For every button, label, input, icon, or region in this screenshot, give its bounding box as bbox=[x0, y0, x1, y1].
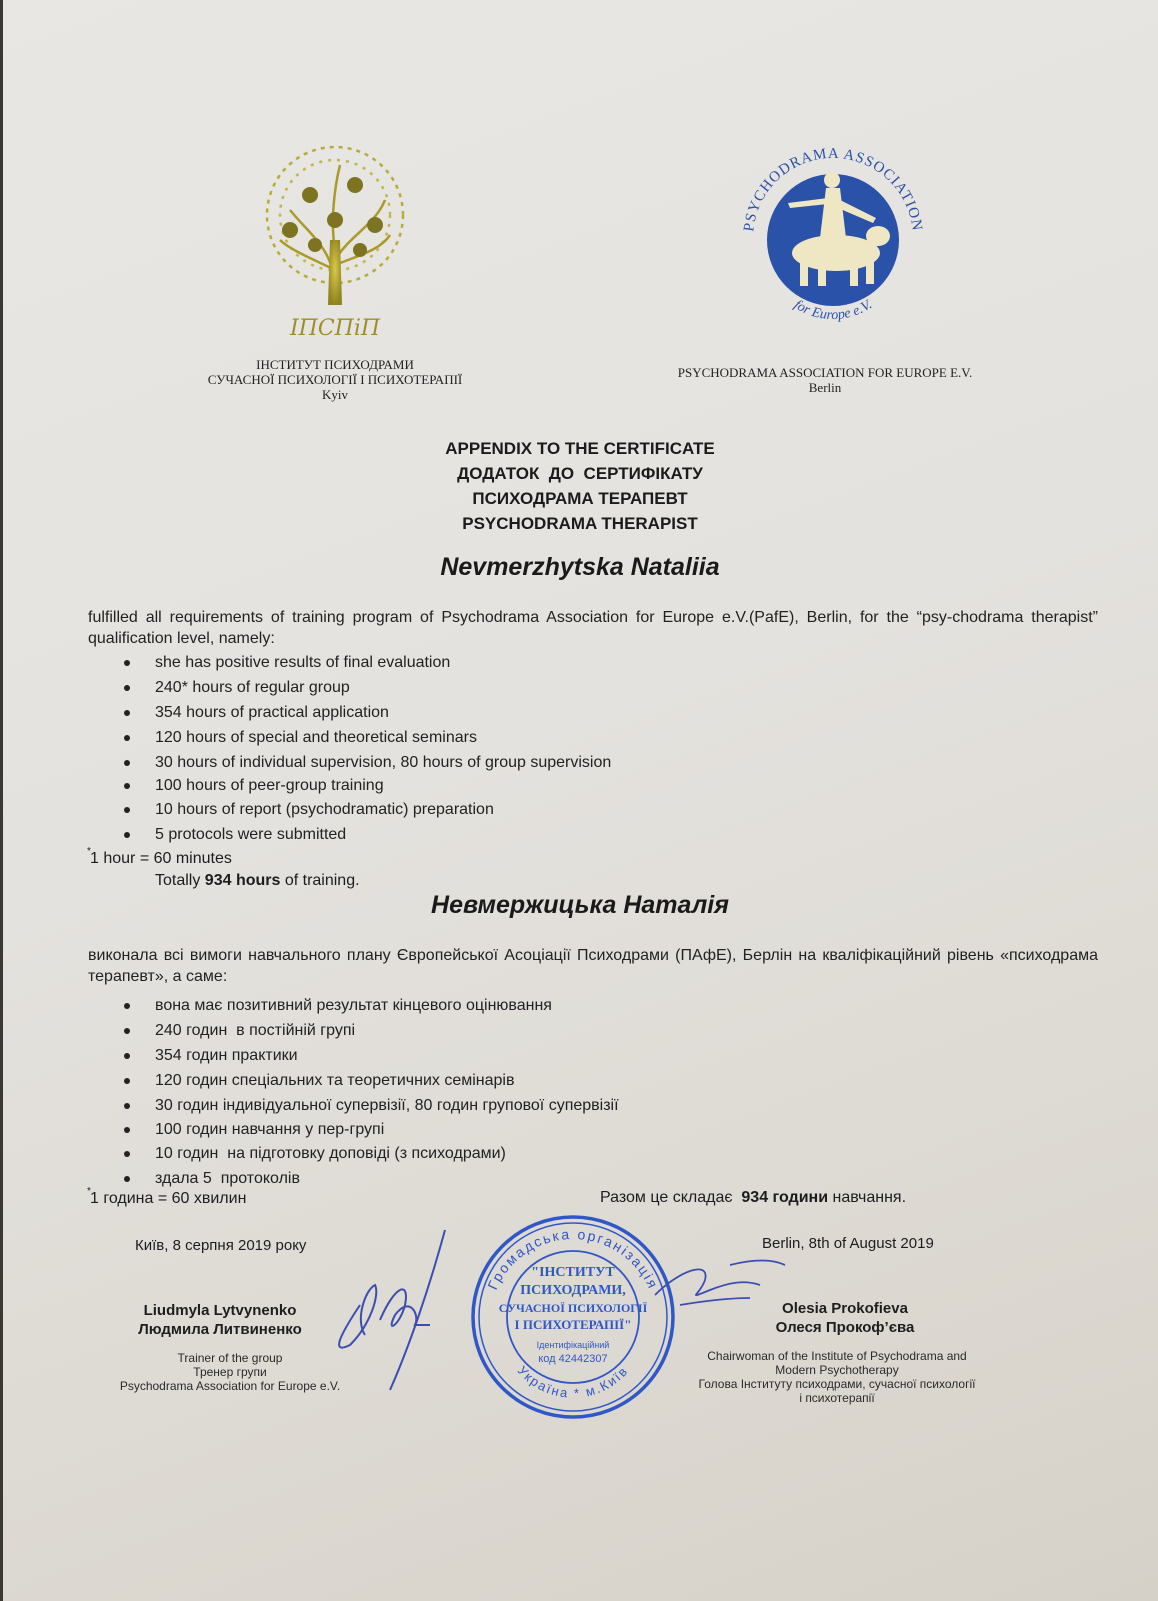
list-item: 100 hours of peer-group training bbox=[122, 775, 611, 797]
list-item: здала 5 протоколів bbox=[122, 1166, 619, 1191]
signatory-right-name-uk: Олеся Прокоф’єва bbox=[775, 1319, 915, 1336]
list-item: 10 годин на підготовку доповіді (з психодрами) bbox=[122, 1141, 619, 1166]
list-item: 120 hours of special and theoretical seminars bbox=[122, 725, 611, 750]
bullet-icon bbox=[124, 1127, 130, 1133]
footnote-uk: * 1 година = 60 хвилин bbox=[87, 1186, 247, 1207]
stamp-id-code: код 42442307 bbox=[538, 1353, 608, 1365]
institute-caption bbox=[180, 357, 490, 402]
pafe-name: PSYCHODRAMA ASSOCIATION FOR EUROPE E.V. bbox=[677, 365, 973, 380]
stamp-line3: СУЧАСНОЇ ПСИХОЛОГІЇ bbox=[498, 1301, 648, 1315]
total-hours-value-en: 934 hours bbox=[204, 872, 281, 889]
stamp-ring-top: Громадська організація bbox=[484, 1225, 662, 1293]
bullet-icon bbox=[124, 1053, 130, 1059]
intro-text-uk: виконала всі вимоги навчального плану Європейської Асоціації Психодрами (ПАфЕ), Берлін на кваліфікаційний рівень «психодрама терапевт», а саме: bbox=[88, 947, 1098, 985]
bullet-icon bbox=[124, 1176, 130, 1182]
list-item: 100 годин навчання у пер-групі bbox=[122, 1118, 619, 1141]
list-item: 10 hours of report (psychodramatic) preparation bbox=[122, 797, 611, 822]
date-kyiv: Київ, 8 серпня 2019 року bbox=[135, 1237, 307, 1254]
requirements-list-en bbox=[122, 650, 611, 847]
signatory-right-names bbox=[730, 1299, 960, 1337]
heading-line1: APPENDIX TO THE CERTIFICATE bbox=[445, 439, 715, 458]
stamp-ring-bottom: Україна * м.Київ bbox=[514, 1362, 632, 1401]
page-edge-shadow bbox=[0, 0, 3, 1601]
total-hours-uk: Разом це складає 934 години навчання. bbox=[600, 1189, 907, 1206]
stamp-line1: "ІНСТИТУТ bbox=[531, 1265, 615, 1280]
bullet-icon bbox=[124, 1151, 130, 1157]
official-stamp bbox=[468, 1212, 678, 1422]
stamp-line4: І ПСИХОТЕРАПІЇ" bbox=[514, 1317, 632, 1332]
list-item: 5 protocols were submitted bbox=[122, 822, 611, 847]
list-item: вона має позитивний результат кінцевого оцінювання bbox=[122, 993, 619, 1018]
intro-text-en: fulfilled all requirements of training program of Psychodrama Association for Europe e.V.(PafE), Berlin, for the “psy-chodrama therapist” qualification level, namely: bbox=[88, 609, 1098, 647]
institute-name-line1: ІНСТИТУТ ПСИХОДРАМИ bbox=[256, 357, 414, 372]
list-item: 240 годин в постійній групі bbox=[122, 1018, 619, 1043]
signatory-left-role: Trainer of the group Тренер групи Psychodrama Association for Europe e.V. bbox=[119, 1351, 341, 1393]
pafe-ring-top-text: PSYCHODRAMA ASSOCIATION bbox=[741, 145, 925, 233]
pafe-ring-bottom-text: for Europe e.V. bbox=[791, 297, 875, 324]
bullet-icon bbox=[124, 685, 130, 691]
heading-line3: ПСИХОДРАМА ТЕРАПЕВТ bbox=[472, 489, 688, 508]
stamp-id-label: Ідентифікаційний bbox=[536, 1340, 610, 1350]
bullet-icon bbox=[124, 1028, 130, 1034]
bullet-icon bbox=[124, 735, 130, 741]
bullet-icon bbox=[124, 1003, 130, 1009]
signatory-right-name-en: Olesia Prokofieva bbox=[782, 1300, 908, 1317]
bullet-icon bbox=[124, 760, 130, 766]
recipient-name-en: Nevmerzhytska Nataliia bbox=[440, 553, 720, 581]
list-item: 30 hours of individual supervision, 80 hours of group supervision bbox=[122, 750, 611, 775]
institute-monogram: ІПСПіП bbox=[289, 316, 381, 341]
signatory-left-names bbox=[110, 1301, 330, 1339]
pafe-city: Berlin bbox=[808, 380, 842, 395]
list-item: 354 годин практики bbox=[122, 1043, 619, 1068]
signatory-left-name-en: Liudmyla Lytvynenko bbox=[143, 1302, 297, 1319]
document-heading bbox=[300, 436, 860, 536]
bullet-icon bbox=[124, 710, 130, 716]
bullet-icon bbox=[124, 832, 130, 838]
pafe-logo bbox=[728, 128, 938, 338]
list-item: 354 hours of practical application bbox=[122, 700, 611, 725]
recipient-name-uk: Невмержицька Наталія bbox=[431, 891, 729, 919]
bullet-icon bbox=[124, 660, 130, 666]
institute-tree-logo bbox=[250, 140, 420, 350]
footnote-mark: * bbox=[87, 846, 91, 857]
stamp-line2: ПСИХОДРАМИ, bbox=[520, 1283, 626, 1298]
list-item: 30 годин індивідуальної супервізії, 80 годин групової супервізії bbox=[122, 1093, 619, 1118]
list-item: 240* hours of regular group bbox=[122, 675, 611, 700]
footnote-mark: * bbox=[87, 1186, 91, 1197]
pafe-caption bbox=[640, 365, 1010, 395]
requirements-list-uk bbox=[122, 993, 619, 1191]
institute-name-line2: СУЧАСНОЇ ПСИХОЛОГІЇ І ПСИХОТЕРАПІЇ bbox=[207, 372, 463, 387]
signatory-right-role: Chairwoman of the Institute of Psychodrama and Modern Psychotherapy Голова Інституту психодрами, сучасної психології і психотерапії bbox=[698, 1349, 976, 1405]
heading-line2: ДОДАТОК ДО СЕРТИФІКАТУ bbox=[457, 464, 703, 483]
bullet-icon bbox=[124, 783, 130, 789]
bullet-icon bbox=[124, 1078, 130, 1084]
list-item: 120 годин спеціальних та теоретичних семінарів bbox=[122, 1068, 619, 1093]
total-hours-value-uk: 934 години bbox=[741, 1189, 829, 1206]
signatory-left-name-uk: Людмила Литвиненко bbox=[138, 1321, 302, 1338]
bullet-icon bbox=[124, 807, 130, 813]
date-berlin: Berlin, 8th of August 2019 bbox=[762, 1235, 934, 1252]
footnote-en: * 1 hour = 60 minutes bbox=[87, 846, 232, 867]
heading-line4: PSYCHODRAMA THERAPIST bbox=[462, 514, 698, 533]
list-item: she has positive results of final evaluation bbox=[122, 650, 611, 675]
bullet-icon bbox=[124, 1103, 130, 1109]
tree-trunk bbox=[328, 240, 342, 305]
institute-city: Kyiv bbox=[322, 387, 348, 402]
total-hours-en: Totally 934 hours of training. bbox=[155, 872, 360, 889]
